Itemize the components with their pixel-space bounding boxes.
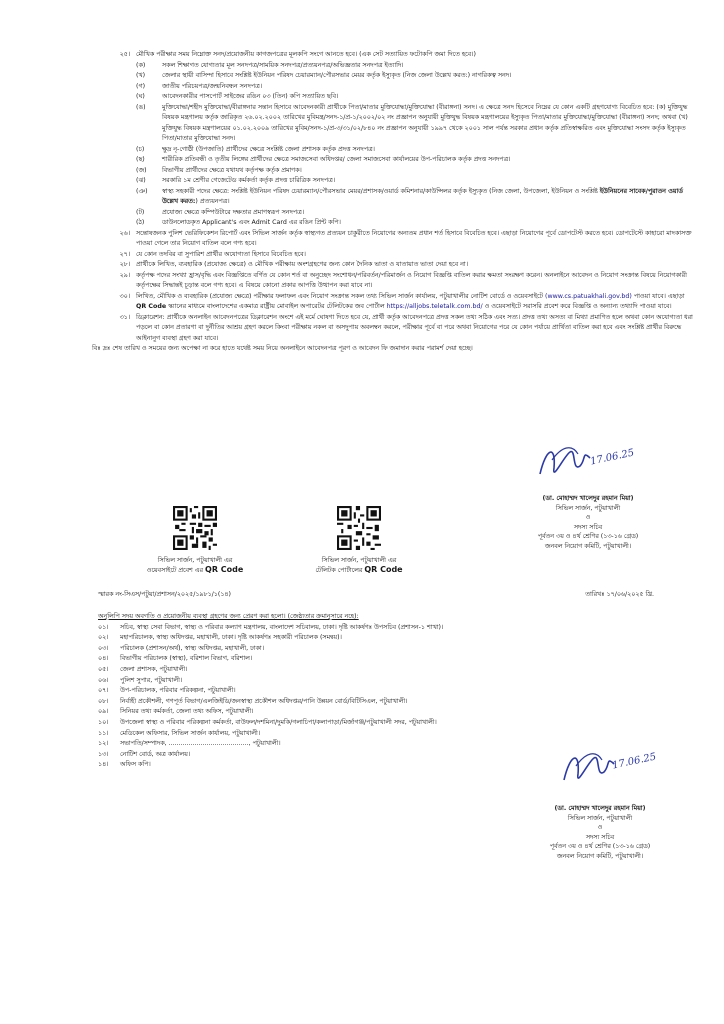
item-number: ০৩।: [98, 644, 109, 652]
instruction-item: [98, 260, 694, 271]
qr-website: [140, 506, 250, 575]
item-text: সচিব, স্বাস্থ্য সেবা বিভাগ, স্বাস্থ্য ও পরিবার কল্যাণ মন্ত্রণালয়, বাংলাদেশ সচিবালয়, ঢাকা। দৃষ্টি আকর্ষণঃ উপসচিব (প্রশাসন-১ শাখা)।: [120, 623, 444, 631]
item-number: (খ): [136, 72, 146, 79]
committee-line: জনবল নিয়োগ কমিটি, পটুয়াখালী।: [544, 542, 632, 550]
list-item: [98, 697, 598, 708]
list-item: [98, 633, 598, 644]
item-text: পুলিশ সুপার, পটুয়াখালী।: [120, 676, 183, 684]
instruction-item: [98, 313, 694, 345]
item-number: ৩০।: [119, 292, 130, 300]
list-item: [136, 218, 694, 229]
item-text: বিভাগীয় পরিচালক (স্বাস্থ্য), বরিশাল বিভাগ, বরিশাল।: [120, 655, 253, 663]
instructions-section: [92, 50, 694, 355]
item-text: যে কোন তদবির বা সুপারিশ প্রার্থীর অযোগ্যতা হিসাবে বিবেচিত হবে।: [136, 250, 306, 258]
item-text: মৌখিক পরীক্ষার সময় নিম্নোক্ত সনদ/প্রয়োজনীয় কাগজপত্রের মূলকপি সংগে আনতে হবে। (এক সেট সত্যায়িত ফটোকপি জমা দিতে হবে।): [136, 51, 476, 58]
item-number: (ঠ): [136, 219, 145, 226]
qr-code-icon[interactable]: [337, 506, 381, 550]
list-item: [136, 92, 694, 103]
item-number: (চ): [136, 145, 145, 153]
list-item: [136, 187, 694, 208]
qr-caption: সিভিল সার্জন, পটুয়াখালী এর: [321, 557, 397, 564]
item-number: ২৯।: [119, 271, 130, 279]
qr-code-label: QR Code: [364, 565, 403, 574]
item-number: ২৫।: [119, 51, 130, 58]
list-item: [136, 71, 694, 82]
item-number: ০৫।: [98, 665, 109, 673]
qr-code-icon[interactable]: [173, 506, 217, 550]
list-item: [98, 718, 598, 729]
item-text: জাতীয় পরিচয়পত্র/জন্মনিবন্ধন সনদপত্র।: [162, 82, 262, 90]
signatory-title: সিভিল সার্জন, পটুয়াখালী: [567, 814, 633, 822]
list-item: [98, 750, 598, 761]
item-text: জেলা প্রশাসক, পটুয়াখালী।: [120, 665, 188, 673]
signatory-name: (ডা. মোহাম্মদ খালেদুর রহমান মিয়া): [542, 495, 634, 502]
item-text: নির্বাহী প্রকৌশলী, গণপূর্ত বিভাগ/এলজিইডি/জনস্বাস্থ্য প্রকৌশল অধিদপ্তর/পানি উন্নয়ন বোর্ড/বিটিসিএল, পটুয়াখালী।: [120, 697, 408, 705]
item-number: (ঞ): [136, 187, 148, 195]
signatory-name: (ডা. মোহাম্মদ খালেদুর রহমান মিয়া): [554, 805, 646, 812]
item-number: ২৬।: [119, 229, 130, 237]
item-text: অফিস কপি।: [120, 761, 151, 769]
item-number: (ঘ): [136, 93, 145, 100]
item-text: সন্তোষজনক পুলিশ ভেরিফিকেশন রিপোর্ট এবং সিভিল সার্জন কর্তৃক স্বাস্থ্যগত প্রত্যয়ন চাকুরীতে নিয়োগের অন্যতম প্রধান শর্ত হিসাবে বিবেচিত হবে। এছাড়া নিয়োগের পূর্বে ডোপটেস্ট করতে হবে। ডোপটেস্টে কাহারো মাদকাসক্ত পাওয়া গেলে তার নিয়োগ বাতিল বলে গণ্য হবে।: [136, 229, 692, 247]
list-item: [136, 166, 694, 177]
item-number: ০১।: [98, 623, 109, 631]
list-item: [136, 145, 694, 156]
memo-reference: স্মারক নং-সিএস/পটুয়া/প্রশাসন/২০২৫/১৯৮১/১(১৪): [98, 591, 231, 598]
required-documents-list: [136, 61, 694, 229]
item-number: ০৮।: [98, 697, 109, 705]
item-number: ১০।: [98, 718, 109, 726]
teletalk-link[interactable]: https://alljobs.teletalk.com.bd/: [386, 303, 483, 310]
list-item: [98, 686, 598, 697]
item-text: বিভাগীয় প্রার্থীদের ক্ষেত্রে যথাযথ কর্তৃপক্ষ কর্তৃক প্রমাণক।: [162, 166, 302, 174]
item-text: জেলার স্থায়ী বাসিন্দা হিসাবে সংশ্লিষ্ট ইউনিয়ন পরিষদ চেয়ারম্যান/পৌরসভার মেয়র কর্তৃক ইস্যুকৃত (নিজ জেলা উল্লেখ করত:) নাগরিকত্ব সনদ।: [162, 72, 512, 79]
item-text: কর্তৃপক্ষ পদের সংখ্যা হ্রাস/বৃদ্ধি এবং বিজ্ঞপ্তিতে বর্ণিত যে কোন শর্ত বা অনুচ্ছেদ সংশোধন/পরিবর্তন/পরিমার্জন ও নিয়োগ বিজ্ঞপ্তি বাতিল করার ক্ষমতা সংরক্ষণ করেন। অনলাইনে আবেদন ও নিয়োগ সংক্রান্ত বিষয়ে নিয়োগকারী কর্তৃপক্ষের সিদ্ধান্তই চূড়ান্ত বলে গণ্য হবে। এ বিষয়ে কোনো প্রকার আপত্তি উত্থাপন করা যাবে না।: [136, 271, 687, 289]
qr-caption: [140, 565, 250, 575]
distribution-header: অনুলিপি সদয় অবগতি ও প্রয়োজনীয় ব্যবস্থা গ্রহণের জন্য প্রেরণ করা হলো। (জেষ্ঠ্যতার ক্রমানুসারে নহে):: [98, 613, 359, 620]
item-text: উপ-পরিচালক, পরিবার পরিকল্পনা, পটুয়াখালী।: [120, 687, 236, 695]
item-text: সভাপতি/সম্পাদক, ........................................, পটুয়াখালী।: [120, 740, 281, 748]
signature-scribble: [556, 744, 656, 794]
item-number: ০৯।: [98, 708, 109, 716]
instruction-item: [98, 50, 694, 61]
memo-line: [98, 590, 694, 601]
item-number: (গ): [136, 82, 146, 90]
item-number: ২৮।: [119, 261, 130, 268]
item-number: ১৩।: [98, 750, 109, 758]
item-text: নোটিশ বোর্ড, অত্র কার্যালয়।: [120, 750, 191, 758]
list-item: [98, 623, 598, 634]
item-number: ০২।: [98, 634, 109, 642]
qr-teletalk: [304, 506, 414, 575]
list-item: [136, 155, 694, 166]
conjunction-text: ও: [585, 514, 591, 521]
qr-code-label: QR Code: [205, 565, 244, 574]
signature-date: 17.06.25: [611, 751, 658, 772]
qr-code-label: QR Code: [136, 303, 167, 310]
qr-caption-text: টেলিটক পোর্টালের: [315, 567, 363, 574]
special-note: বিঃ দ্রঃ শেষ তারিখ ও সময়ের জন্য অপেক্ষা না করে হাতে যথেষ্ট সময় নিয়ে অনলাইনে আবেদনপত্র পূরণ ও আবেদন ফি জমাদান করার পরামর্শ দেয়া হচ্ছে।: [92, 345, 473, 352]
distribution-section: [98, 612, 598, 771]
item-number: (ছ): [136, 156, 145, 163]
item-number: ০৪।: [98, 655, 109, 663]
item-number: ০৬।: [98, 676, 109, 684]
instruction-item: [98, 229, 694, 250]
item-text-part: স্ক্যানের মাধ্যমে বাংলাদেশের একমাত্র রাষ্ট্রীয় মোবাইল অপারেটর টেলিটকের জব পোর্টাল: [168, 303, 385, 310]
qr-caption: [304, 565, 414, 575]
website-link[interactable]: (www.cs.patuakhali.gov.bd): [545, 292, 632, 300]
item-text: উপজেলা স্বাস্থ্য ও পরিবার পরিকল্পনা কর্মকর্তা, বাউফল/দশমিনা/দুমকি/গলাচিপা/কলাপাড়া/মির্জাগঞ্জ/পটুয়াখালী সদর, পটুয়াখালী।: [120, 718, 437, 726]
signatory-title: সিভিল সার্জন, পটুয়াখালী: [555, 504, 621, 512]
item-text: প্রযোজ্য ক্ষেত্রে কম্পিউটারে দক্ষতার প্রমাণস্বরূপ সনদপত্র।: [162, 208, 304, 216]
item-text: পরিচালক (প্রশাসন/অর্থ), স্বাস্থ্য অধিদপ্তর, মহাখালী, ঢাকা।: [120, 644, 264, 652]
item-text: আবেদনকারীর পাসপোর্ট সাইজের রঙিন ০৩ (তিন) কপি সত্যায়িত ছবি।: [162, 93, 339, 100]
item-number: ১৪।: [98, 761, 109, 769]
list-item: [98, 729, 598, 740]
conjunction-text: ও: [597, 824, 603, 831]
item-text-part: পাওয়া যাবে। এছাড়া: [633, 292, 685, 300]
committee-line: জনবল নিয়োগ কমিটি, পটুয়াখালী।: [556, 852, 644, 860]
item-text: শারীরিক প্রতিবন্ধী ও তৃতীয় লিঙ্গের প্রার্থীদের ক্ষেত্রে সমাজসেবা অধিদপ্তর/ জেলা সমাজসেবা কার্যালয়ের উপ-পরিচালক কর্তৃক প্রদত্ত সনদপত্র।: [162, 156, 511, 163]
item-text: [136, 292, 694, 313]
list-item: [98, 644, 598, 655]
item-text-part: লিখিত, মৌখিক ও ব্যবহারিক (প্রযোজ্য ক্ষেত্রে) পরীক্ষার ফলাফল এবং নিয়োগ সংক্রান্ত সকল তথ্য সিভিল সার্জন কার্যালয়, পটুয়াখালীর নোটিশ বোর্ডে ও ওয়েবসাইটে: [136, 292, 543, 300]
item-text: সকল শিক্ষাগত যোগ্যতার মূল সনদপত্র/সাময়িক সনদপত্র/প্রত্যয়নপত্র/অভিজ্ঞতার সনদপত্র ইত্যাদি।: [162, 61, 404, 69]
item-number: ৩১।: [119, 313, 130, 321]
item-number: ০৭।: [98, 687, 109, 695]
list-item: [136, 61, 694, 72]
list-item: [98, 707, 598, 718]
item-text: [162, 187, 694, 208]
item-text: সিনিয়র তথ্য কর্মকর্তা, জেলা তথ্য অফিস, পটুয়াখালী।: [120, 708, 254, 716]
instruction-item: [98, 271, 694, 292]
item-number: (ক): [136, 61, 146, 69]
item-text: ডাউনলোডকৃত Applicant's এবং Admit Card এর রঙিন প্রিন্ট কপি।: [162, 219, 341, 226]
item-text-part: ) প্রত্যয়নপত্র।: [195, 198, 230, 205]
committee-line: পূর্বতন ৩য় ও ৪র্থ শ্রেণির (১৩-১৬ গ্রেড): [549, 843, 651, 850]
signatory-role: সদস্য সচিব: [585, 833, 615, 841]
signatory-role: সদস্য সচিব: [573, 523, 603, 531]
list-item: [98, 665, 598, 676]
item-text: মুক্তিযোদ্ধা/শহীদ মুক্তিযোদ্ধা/বীরাঙ্গনার সন্তান হিসাবে আবেদনকারী প্রার্থীকে পিতা/মাতার মুক্তিযোদ্ধা/মুক্তিযোদ্ধা (বীরাঙ্গনা) সনদ। এ ক্ষেত্রে সনদ হিসেবে নিম্নের যে কোন একটি গ্রহণযোগ্য বিবেচিত হবে: (ক) মুক্তিযুদ্ধ বিষয়ক মন্ত্রণালয় কর্তৃক জারিকৃত ২৬.০২.২০০২ তারিখের মুবিমন্ত্র/সনদ-১/প্র-১/২০০২/০২ নং প্রজ্ঞাপন অনুযায়ী মুক্তিযুদ্ধ বিষয়ক মন্ত্রণালয়ের ইস্যুকৃত পিতা/মাতার মুক্তিযোদ্ধা/মুক্তিযোদ্ধা (বীরাঙ্গনা) সনদ; অথবা (খ) মুক্তিযুদ্ধ বিষয়ক মন্ত্রণালয়ের ০১.০২.২০০৯ তারিখের মুবিম/সনদ-১/প্র-৩/৩১/০২/৮৪০ নং প্রজ্ঞাপন অনুযায়ী ১৯৯৭ থেকে ২০০১ সাল পর্যন্ত সরকার প্রধান কর্তৃক প্রতিস্বাক্ষরিত এবং মুক্তিযোদ্ধা সংসদ কর্তৃক ইস্যুকৃত পিতা/মাতার মুক্তিযোদ্ধা সনদ।: [162, 103, 688, 142]
item-number: (ঝ): [136, 177, 146, 184]
item-number: (ট): [136, 208, 145, 216]
item-number: (জ): [136, 166, 147, 174]
emphasis-text: ইউনিয়নের সাবেক/পুরাতন ওয়ার্ড উল্লেখ করত:: [162, 187, 683, 205]
instruction-item: [98, 292, 694, 313]
list-item: [98, 676, 598, 687]
instruction-item: [98, 250, 694, 261]
list-item: [98, 739, 598, 750]
item-text: মেডিকেল অফিসার, সিভিল সার্জন কার্যালয়, পটুয়াখালী।: [120, 729, 260, 737]
memo-date: তারিখঃ ১৭/০৬/২০২৫ খ্রি.: [585, 591, 654, 598]
list-item: [136, 208, 694, 219]
qr-caption-text: ওয়েবসাইটে প্রবেশ এর: [146, 567, 204, 574]
list-item: [98, 654, 598, 665]
qr-caption: সিভিল সার্জন, পটুয়াখালী এর: [157, 557, 233, 564]
item-text-part: স্বাস্থ্য সহকারী পদের ক্ষেত্রে: সংশ্লিষ্ট ইউনিয়ন পরিষদ চেয়ারম্যান/পৌরসভার মেয়র/প্রশাসক/ওয়ার্ড কমিশনার/কাউন্সিলর কর্তৃক ইস্যুকৃত (নিজ জেলা, উপজেলা, ইউনিয়ন ও সংশ্লিষ্ট: [162, 187, 598, 195]
signature-date: 17.06.25: [589, 447, 636, 468]
item-number: ১১।: [98, 729, 109, 737]
signature-block: [508, 494, 668, 551]
item-text: ডিক্লারেশন: প্রার্থীকে অনলাইন আবেদনপত্রের ডিক্লারেশন অংশে এই মর্মে ঘোষণা দিতে হবে যে, প্রার্থী কর্তৃক আবেদনপত্রে প্রদত্ত সকল তথ্য সঠিক এবং সত্য। প্রদত্ত তথ্য অসত্য বা মিথ্যা প্রমাণিত হলে অথবা কোন অযোগ্যতা ধরা পড়লে বা কোন প্রতারণা বা দুর্নীতির আশ্রয় গ্রহণ করলে কিংবা পরীক্ষায় নকল বা অসদুপায় অবলম্বন করলে, পরীক্ষার পূর্বে বা পরে অথবা নিয়োগের পরে যে কোন পর্যায়ে প্রার্থিতা বাতিল করা হবে এবং সংশ্লিষ্ট প্রার্থীর বিরুদ্ধে আইনানুগ ব্যবস্থা গ্রহণ করা যাবে।: [136, 313, 693, 342]
list-item: [136, 103, 694, 145]
list-item: [98, 760, 598, 771]
item-number: (ঙ): [136, 103, 146, 111]
item-number: ২৭।: [119, 250, 130, 258]
item-number: ১২।: [98, 740, 109, 748]
item-text: মহাপরিচালক, স্বাস্থ্য অধিদপ্তর, মহাখালী, ঢাকা। দৃষ্টি আকর্ষণঃ সহকারী পরিচালক (সমন্বয়)।: [120, 634, 342, 642]
signature-block: [516, 804, 684, 861]
item-text-part: ও ওয়েবসাইটে সরাসরি প্রবেশ করে বিজ্ঞপ্তি ও অন্যান্য তথ্যাদি পাওয়া যাবে।: [484, 303, 672, 310]
item-text: ক্ষুদ্র নৃ-গোষ্ঠী (উপজাতি) প্রার্থীদের ক্ষেত্রে সংশ্লিষ্ট জেলা প্রশাসক কর্তৃক প্রদত্ত সনদপত্র।: [162, 145, 375, 153]
item-text: সরকারি ১ম শ্রেণীর গেজেটেড কর্মকর্তা কর্তৃক প্রদত্ত চারিত্রিক সনদপত্র।: [162, 177, 335, 184]
signature-scribble: [532, 438, 632, 488]
item-text: প্রার্থীকে লিখিত, ব্যবহারিক (প্রযোজ্য ক্ষেত্রে) ও মৌখিক পরীক্ষায় অংশগ্রহণের জন্য কোন দৈনিক ভাতা ও যাতায়াত ভাতা দেয়া হবে না।: [136, 261, 468, 268]
list-item: [136, 176, 694, 187]
list-item: [136, 82, 694, 93]
committee-line: পূর্বতন ৩য় ও ৪র্থ শ্রেণির (১৩-১৬ গ্রেড): [537, 533, 639, 540]
